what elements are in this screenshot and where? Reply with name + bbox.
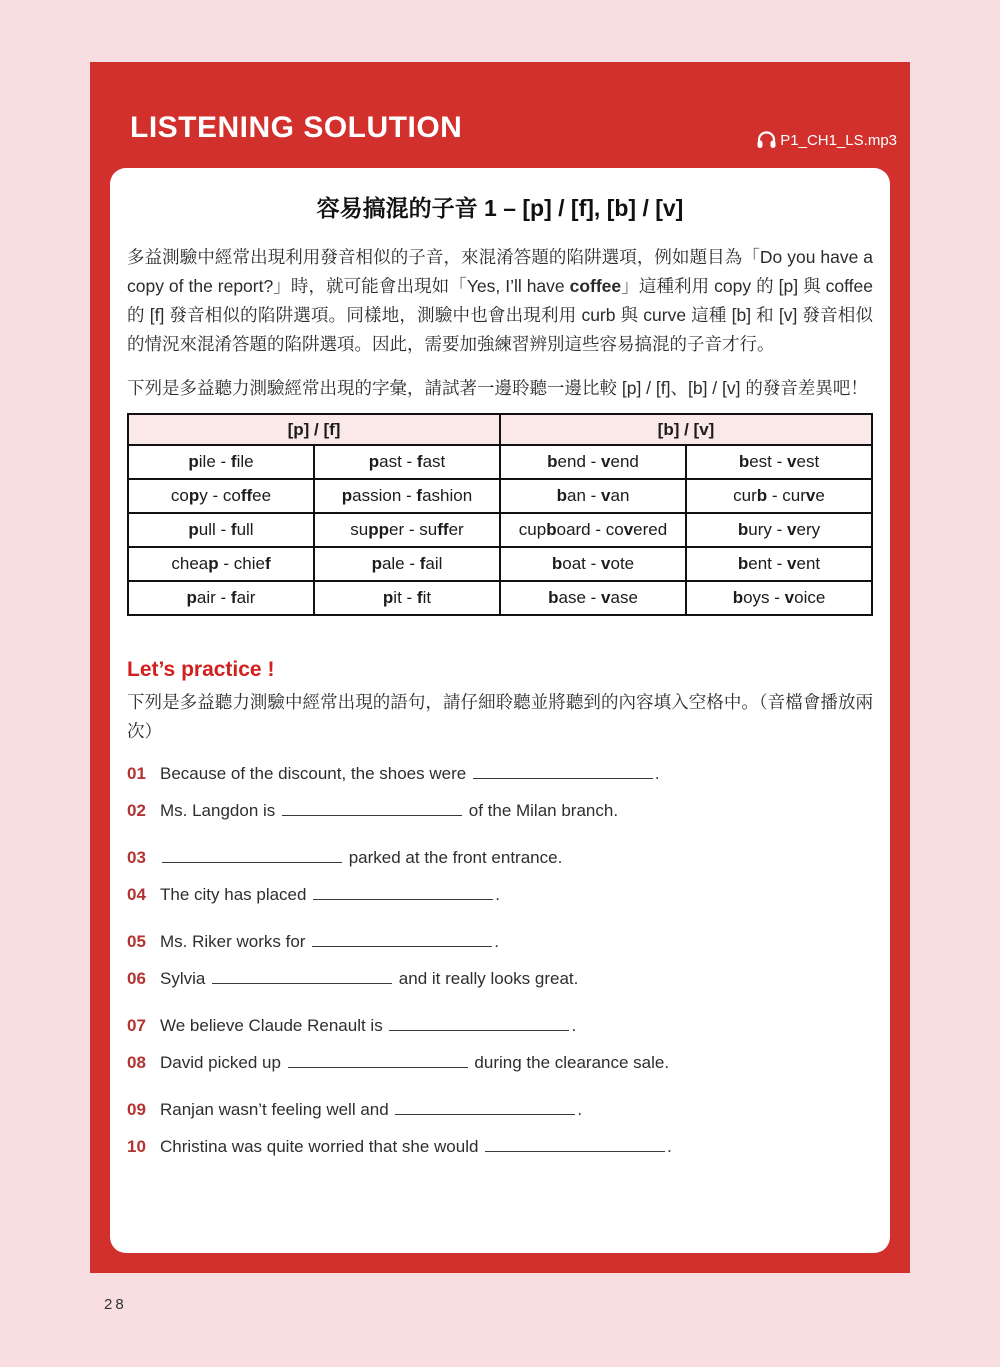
minimal-pair-cell: passion - fashion xyxy=(314,479,500,513)
answer-blank xyxy=(395,1099,575,1115)
item-number: 06 xyxy=(127,969,146,988)
answer-blank xyxy=(288,1052,468,1068)
headphones-icon xyxy=(757,131,776,149)
minimal-pair-cell: pull - full xyxy=(128,513,314,547)
item-number: 04 xyxy=(127,885,146,904)
minimal-pair-cell: boat - vote xyxy=(500,547,686,581)
table-row xyxy=(128,445,872,479)
item-number: 02 xyxy=(127,801,146,820)
item-number: 09 xyxy=(127,1100,146,1119)
answer-blank xyxy=(473,763,653,779)
item-sentence: Ranjan wasn’t feeling well and . xyxy=(160,1100,583,1119)
item-sentence: Because of the discount, the shoes were . xyxy=(160,764,660,783)
content-card xyxy=(110,168,890,1253)
audio-file-name: P1_CH1_LS.mp3 xyxy=(780,131,897,149)
item-sentence: Ms. Langdon is of the Milan branch. xyxy=(160,801,619,820)
header-p-f: [p] / [f] xyxy=(128,414,500,445)
table-row xyxy=(128,513,872,547)
practice-item xyxy=(127,1135,873,1159)
intro-paragraph: 多益測驗中經常出現利用發音相似的子音，來混淆答題的陷阱選項，例如題目為「Do you have a copy of the report?」時，就可能會出現如「Yes, I’ll have coffee」這種利用 copy 的 [p] 與 coffee 的 [f] 發音相似的陷阱選項。同樣地，測驗中也會出現利用 curb 與 curve 這種 [b] 和 [v] 發音相似的情況來混淆答題的陷阱選項。因此，需要加強練習辨別這些容易搞混的子音才行。 xyxy=(127,247,873,354)
item-number: 10 xyxy=(127,1137,146,1156)
item-number: 08 xyxy=(127,1053,146,1072)
minimal-pair-cell: best - vest xyxy=(686,445,872,479)
item-number: 05 xyxy=(127,932,146,951)
table-row xyxy=(128,581,872,615)
audio-file-label xyxy=(757,131,897,149)
answer-blank xyxy=(282,800,462,816)
item-sentence: David picked up during the clearance sale. xyxy=(160,1053,670,1072)
table-row xyxy=(128,479,872,513)
item-sentence: We believe Claude Renault is . xyxy=(160,1016,577,1035)
answer-blank xyxy=(389,1015,569,1031)
practice-item xyxy=(127,1051,873,1075)
item-number: 03 xyxy=(127,848,146,867)
item-sentence: Christina was quite worried that she would . xyxy=(160,1137,672,1156)
practice-instruction: 下列是多益聽力測驗中經常出現的語句，請仔細聆聽並將聽到的內容填入空格中。（音檔會播放兩次） xyxy=(127,692,873,741)
practice-item xyxy=(127,967,873,991)
item-sentence: Sylvia and it really looks great. xyxy=(160,969,579,988)
minimal-pair-cell: past - fast xyxy=(314,445,500,479)
minimal-pair-cell: boys - voice xyxy=(686,581,872,615)
minimal-pair-cell: pile - file xyxy=(128,445,314,479)
answer-blank xyxy=(212,968,392,984)
practice-item xyxy=(127,883,873,907)
practice-item xyxy=(127,846,873,870)
item-number: 07 xyxy=(127,1016,146,1035)
minimal-pair-cell: base - vase xyxy=(500,581,686,615)
minimal-pair-cell: bury - very xyxy=(686,513,872,547)
minimal-pair-cell: ban - van xyxy=(500,479,686,513)
practice-heading: Let’s practice ! xyxy=(127,658,275,681)
minimal-pair-cell: bent - vent xyxy=(686,547,872,581)
header-b-v: [b] / [v] xyxy=(500,414,872,445)
minimal-pair-cell: cheap - chief xyxy=(128,547,314,581)
practice-item xyxy=(127,762,873,786)
minimal-pair-cell: supper - suffer xyxy=(314,513,500,547)
minimal-pair-cell: cupboard - covered xyxy=(500,513,686,547)
table-header-row xyxy=(128,414,872,445)
minimal-pair-cell: pale - fail xyxy=(314,547,500,581)
listening-solution-panel xyxy=(90,62,910,1273)
minimal-pair-cell: pit - fit xyxy=(314,581,500,615)
answer-blank xyxy=(162,847,342,863)
minimal-pair-cell: copy - coffee xyxy=(128,479,314,513)
item-sentence: parked at the front entrance. xyxy=(160,846,562,870)
practice-item xyxy=(127,1098,873,1122)
practice-item xyxy=(127,930,873,954)
practice-item xyxy=(127,799,873,823)
section-title: 容易搞混的子音 1 – [p] / [f], [b] / [v] xyxy=(316,195,684,221)
item-number: 01 xyxy=(127,764,146,783)
item-sentence: The city has placed . xyxy=(160,885,500,904)
practice-list xyxy=(127,762,873,1159)
minimal-pair-cell: bend - vend xyxy=(500,445,686,479)
practice-item xyxy=(127,1014,873,1038)
minimal-pairs-table xyxy=(127,413,873,616)
answer-blank xyxy=(312,931,492,947)
answer-blank xyxy=(313,884,493,900)
page-title: LISTENING SOLUTION xyxy=(130,111,463,144)
answer-blank xyxy=(485,1136,665,1152)
item-sentence: Ms. Riker works for . xyxy=(160,932,499,951)
minimal-pair-cell: curb - curve xyxy=(686,479,872,513)
minimal-pair-cell: pair - fair xyxy=(128,581,314,615)
vocab-instruction: 下列是多益聽力測驗經常出現的字彙，請試著一邊聆聽一邊比較 [p] / [f]、[b] / [v] 的發音差異吧！ xyxy=(127,378,868,398)
table-row xyxy=(128,547,872,581)
panel-header xyxy=(90,62,910,168)
page-number: 28 xyxy=(104,1296,127,1313)
